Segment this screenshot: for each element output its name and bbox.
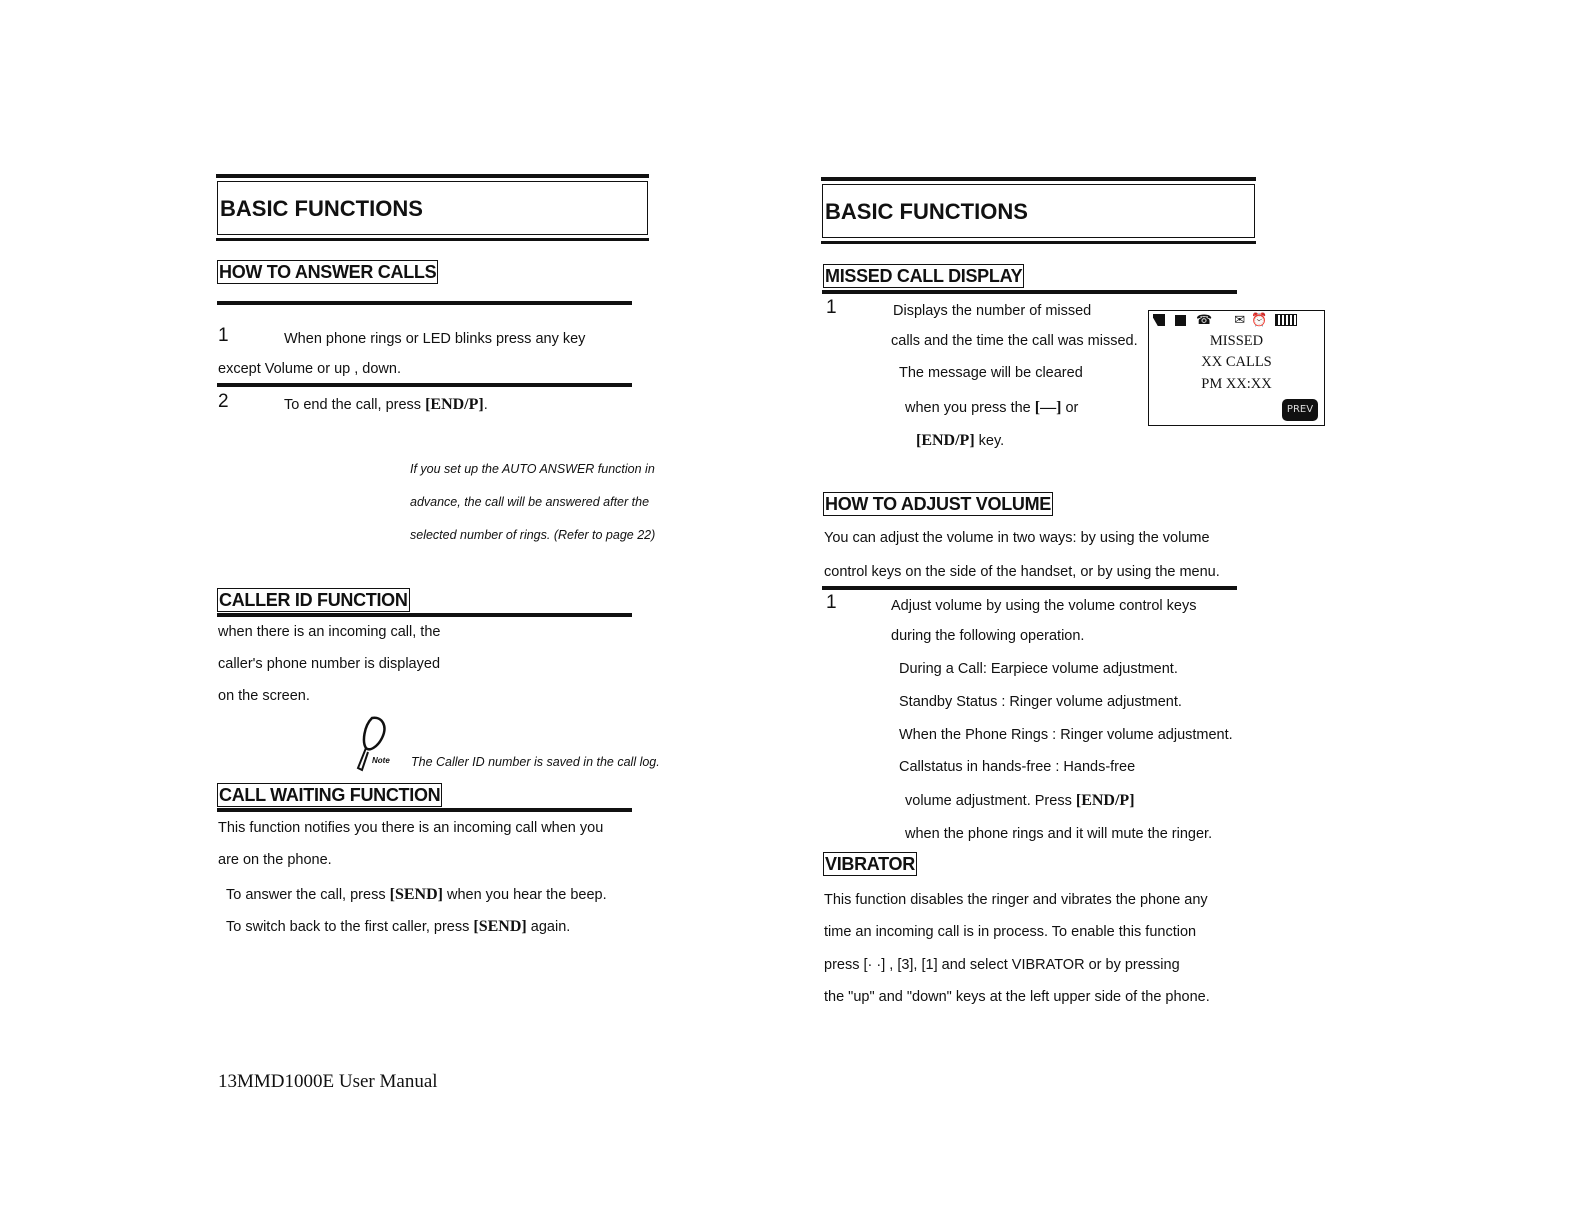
call-waiting-line4-b: again. xyxy=(526,919,571,935)
missed-call-heading: MISSED CALL DISPLAY xyxy=(825,266,1023,286)
alarm-icon: ⏰ xyxy=(1251,312,1268,328)
lcd-line3: PM XX:XX xyxy=(1201,376,1272,392)
end-key-label: [END/P] xyxy=(916,432,975,449)
caller-id-line1: when there is an incoming call, the xyxy=(218,624,441,640)
adjust-volume-heading: HOW TO ADJUST VOLUME xyxy=(825,494,1052,514)
missed-line2: calls and the time the call was missed. xyxy=(891,333,1138,349)
caller-id-note: The Caller ID number is saved in the call log. xyxy=(411,755,660,769)
volume-rule xyxy=(822,586,1237,590)
vibrator-line2: time an incoming call is in process. To enable this function xyxy=(824,924,1197,940)
volume-line2: during the following operation. xyxy=(891,628,1085,644)
chapter-top-rule xyxy=(821,177,1256,181)
answer-step1-line2: except Volume or up , down. xyxy=(218,361,401,377)
volume-line3: During a Call: Earpiece volume adjustment. xyxy=(899,661,1178,677)
manual-footer: 13MMD1000E User Manual xyxy=(218,1071,438,1092)
right-chapter-title: BASIC FUNCTIONS xyxy=(825,199,1028,224)
missed-line4-a: when you press the xyxy=(905,400,1035,416)
volume-line5: When the Phone Rings : Ringer volume adjustment. xyxy=(899,727,1233,743)
answer-step2-label: To end the call, press xyxy=(284,397,426,413)
end-key-label: [END/P] xyxy=(1075,792,1135,809)
missed-line4 xyxy=(905,399,1078,417)
caller-id-line3: on the screen. xyxy=(218,688,310,704)
left-chapter-title: BASIC FUNCTIONS xyxy=(220,196,423,221)
missed-line5 xyxy=(916,432,1004,450)
send-key-label: [SEND] xyxy=(473,918,527,935)
auto-answer-note-line3: selected number of rings. (Refer to page 22) xyxy=(410,528,656,542)
end-key-label: [END/P] xyxy=(425,396,484,413)
missed-line1: Displays the number of missed xyxy=(893,303,1092,319)
auto-answer-note-line2: advance, the call will be answered after the xyxy=(410,495,650,509)
missed-line4-b: or xyxy=(1061,400,1079,416)
send-key-label: [SEND] xyxy=(389,886,443,903)
left-chapter-header xyxy=(217,181,648,235)
vibrator-line4: the "up" and "down" keys at the left upper side of the phone. xyxy=(824,989,1210,1005)
caller-id-rule xyxy=(217,613,632,617)
answer-calls-heading: HOW TO ANSWER CALLS xyxy=(219,262,437,282)
envelope-icon: ✉ xyxy=(1234,312,1246,328)
missed-line3: The message will be cleared xyxy=(899,365,1083,381)
caller-id-line2: caller's phone number is displayed xyxy=(218,656,441,672)
phone-icon: ☎ xyxy=(1196,312,1213,328)
lcd-status-bar xyxy=(1153,312,1320,328)
answer-step2-text xyxy=(284,396,488,414)
lcd-line1: MISSED xyxy=(1209,333,1264,349)
volume-intro2: control keys on the side of the handset, or by using the menu. xyxy=(824,564,1220,580)
volume-step-number: 1 xyxy=(826,592,837,613)
vibrator-line1: This function disables the ringer and vibrates the phone any xyxy=(824,892,1208,908)
message-icon xyxy=(1175,315,1186,326)
answer-step1-number: 1 xyxy=(218,325,229,346)
auto-answer-note-line1: If you set up the AUTO ANSWER function in xyxy=(410,462,655,476)
answer-step-divider xyxy=(217,383,632,387)
missed-step-number: 1 xyxy=(826,297,837,318)
vibrator-line3: press [· ·] , [3], [1] and select VIBRATOR or by pressing xyxy=(824,957,1180,973)
call-waiting-line3-a: To answer the call, press xyxy=(226,887,390,903)
volume-intro1: You can adjust the volume in two ways: by using the volume xyxy=(824,530,1210,546)
answer-step2-end: . xyxy=(483,397,488,413)
lcd-prev-softkey: PREV xyxy=(1282,399,1318,421)
volume-line7-a: volume adjustment. Press xyxy=(905,793,1076,809)
missed-line5-b: key. xyxy=(974,433,1005,449)
call-waiting-line2: are on the phone. xyxy=(218,852,332,868)
call-waiting-line4-a: To switch back to the first caller, press xyxy=(226,919,474,935)
answer-calls-rule xyxy=(217,301,632,305)
answer-step2-number: 2 xyxy=(218,391,229,412)
volume-line7 xyxy=(905,792,1135,810)
note-label: Note xyxy=(372,756,390,765)
volume-line4: Standby Status : Ringer volume adjustment. xyxy=(899,694,1182,710)
call-waiting-line4 xyxy=(226,918,570,936)
call-waiting-line3-b: when you hear the beep. xyxy=(442,887,607,903)
right-chapter-header xyxy=(822,184,1255,238)
chapter-top-rule xyxy=(216,174,649,178)
chapter-bottom-rule xyxy=(216,238,649,241)
battery-icon xyxy=(1275,314,1297,326)
caller-id-heading: CALLER ID FUNCTION xyxy=(219,590,408,610)
call-waiting-heading: CALL WAITING FUNCTION xyxy=(219,785,441,805)
volume-line6: Callstatus in hands-free : Hands-free xyxy=(899,759,1136,775)
vibrator-heading: VIBRATOR xyxy=(825,854,915,874)
signal-icon xyxy=(1153,314,1165,326)
answer-step1-line1: When phone rings or LED blinks press any key xyxy=(284,331,586,347)
volume-line1: Adjust volume by using the volume control keys xyxy=(891,598,1197,614)
volume-line8: when the phone rings and it will mute the ringer. xyxy=(905,826,1213,842)
call-waiting-line1: This function notifies you there is an incoming call when you xyxy=(218,820,604,836)
clear-key-label: [—] xyxy=(1034,399,1062,416)
lcd-line2: XX CALLS xyxy=(1201,354,1272,370)
call-waiting-rule xyxy=(217,808,632,812)
call-waiting-line3 xyxy=(226,886,607,904)
missed-call-rule xyxy=(822,290,1237,294)
chapter-bottom-rule xyxy=(821,241,1256,244)
phone-lcd-display xyxy=(1148,310,1325,426)
